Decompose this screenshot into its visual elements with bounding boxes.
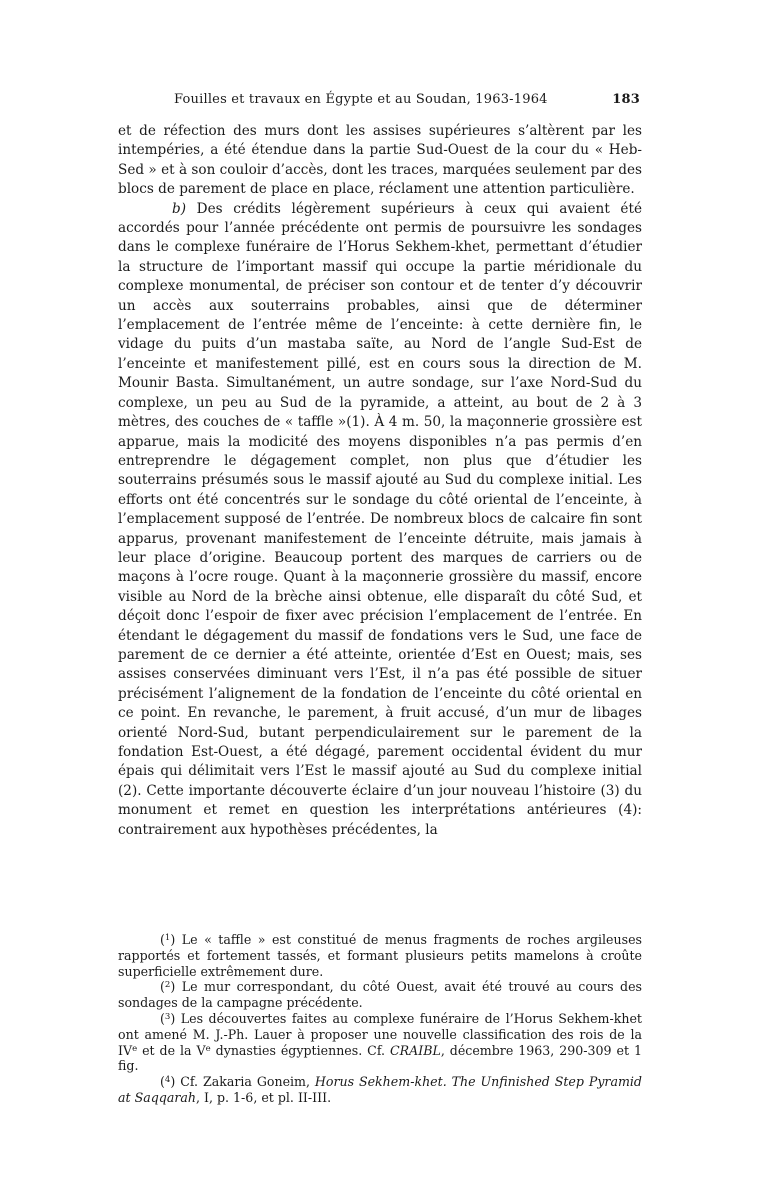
paragraph-b-text-4: du monument et remet en question les interprétations antérieures (118, 782, 642, 819)
journal-page (118, 92, 642, 1106)
footnote-4-text-2: , I, p. 1-6, et pl. II-III. (195, 1090, 332, 1105)
paragraph-b-text-1: Des crédits légèrement supérieurs à ceux qui avaient été accordés pour l’année précédente ont permis de poursuivre les sondages dans le complexe funéraire de l’Horus Sekhem-khet, permettant d’étudier la structure de l’important massif qui occupe la partie méridionale du complexe monumental, de préciser son contour et de tenter d’y découvrir un accès aux souterrains probables, ainsi que de déterminer l’emplacement de l’entrée même de l’enceinte: à cette dernière fin, le vidage du puits d’un mastaba saïte, au Nord de l’angle Sud-Est de l’enceinte et manifestement pillé, est en cours sous la direction de M. Mounir Basta. Simultanément, un autre sondage, sur l’axe Nord-Sud du complexe, un peu au Sud de la pyramide, a atteint, au bout de 2 à 3 mètres, des couches de « taffle » (118, 200, 642, 431)
footnote-3-text-4: , décembre 1963, 290-309 et 1 fig. (118, 1042, 642, 1074)
footnote-3-text-2: et de la V (137, 1042, 206, 1058)
paragraph-b-text-2: . À 4 m. 50, la maçonnerie grossière est apparue, mais la modicité des moyens disponibles n’a pas permis d’en entreprendre le dégagement complet, non plus que d’étudier les souterrains présumés sous le massif ajouté au Sud du complexe initial. Les efforts ont été concentrés sur le sondage du côté oriental de l’enceinte, à l’emplacement supposé de l’entrée. De nombreux blocs de calcaire fin sont apparus, provenant manifestement de l’enceinte détruite, mais jamais à leur place d’origine. Beaucoup portent des marques de carriers ou de maçons à l’ocre rouge. Quant à la maçonnerie grossière du massif, encore visible au Nord de la brèche ainsi obtenue, elle disparaît du côté Sud, et déçoit donc l’espoir de fixer avec précision l’emplacement de l’entrée. En étendant le dégagement du massif de fondations vers le Sud, une face de parement de ce dernier a été atteinte, orientée d’Est en Ouest; mais, ses assises conservées diminuant vers l’Est, il n’a pas été possible de situer précisément l’alignement de la fondation de l’enceinte du côté oriental en ce point. En revanche, le parement, à fruit accusé, d’un mur de libages orienté Nord-Sud, butant perpendiculairement sur le parement de la fondation Est-Ouest, a été dégagé, parement occidental évident du mur épais qui délimitait vers l’Est le massif ajouté au Sud du complexe initial (118, 414, 642, 780)
footnote-3-journal: CRAIBL (390, 1042, 441, 1058)
footnote-1-mark: 1 (164, 933, 171, 944)
body-text (118, 122, 642, 840)
footnote-1-text: Le « taffle » est constitué de menus fragments de roches argileuses rapportés et fortement tassés, et formant plusieurs petits mamelons à croûte superficielle extrêmement dure. (118, 932, 642, 979)
footnote-4-mark: 4 (164, 1075, 171, 1086)
footnote-ref-4: (4) (618, 802, 638, 819)
paragraph-b (118, 200, 642, 840)
footnote-3-sup-1: e (132, 1043, 138, 1054)
footnote-3-text-1: Les découvertes faites au complexe funéraire de l’Horus Sekhem-khet ont amené M. J.-Ph. Lauer à proposer une nouvelle classification des rois de la IV (118, 1011, 642, 1058)
page-number: 183 (612, 92, 640, 107)
footnote-ref-3: (3) (600, 782, 620, 799)
running-head (118, 92, 642, 114)
footnote-4-text-1: Cf. Zakaria Goneim, (175, 1074, 315, 1090)
paragraph-label: b) (172, 200, 187, 217)
footnote-ref-1: (1) (346, 414, 366, 431)
paragraph-continuation: et de réfection des murs dont les assises supérieures s’altèrent par les intempéries, a été étendue dans la partie Sud-Ouest de la cour du « Heb-Sed » et à son couloir d’accès, dont les traces, marquées seulement par des blocs de parement de place en place, réclament une attention particulière. (118, 123, 642, 198)
paragraph-b-text-5: : contrairement aux hypothèses précédentes, la (118, 802, 642, 838)
paragraph-b-text-3: . Cette importante découverte éclaire d’un jour nouveau l’histoire (137, 782, 601, 799)
footnote-4: ($^4$) Cf. Zakaria Goneim, Horus Sekhem-khet. The Unfinished Step Pyramid at Saqqarah, I, p. 1-6, et pl. II-III. (118, 1074, 642, 1105)
footnote-3-text-3: dynasties égyptiennes. Cf. (210, 1042, 390, 1058)
footnote-3: ($^3$) Les découvertes faites au complexe funéraire de l’Horus Sekhem-khet ont amené M. J.-Ph. Lauer à proposer une nouvelle classification des rois de la IVe et de la Ve dynasties égyptiennes. Cf. CRAIBL, décembre 1963, 290-309 et 1 fig. (118, 1011, 642, 1074)
footnote-2-mark: 2 (164, 980, 171, 991)
footnote-1: ($^1$) Le « taffle » est constitué de menus fragments de roches argileuses rapportés et fortement tassés, et formant plusieurs petits mamelons à croûte superficielle extrêmement dure. (118, 932, 642, 979)
footnote-ref-2: (2) (118, 782, 138, 799)
footnotes (118, 932, 642, 1106)
running-head-title: Fouilles et travaux en Égypte et au Soudan, 1963-1964 (174, 92, 548, 107)
footnote-4-title: Horus Sekhem-khet. The Unfinished Step Pyramid at Saqqarah (118, 1074, 642, 1105)
footnote-2-text: Le mur correspondant, du côté Ouest, avait été trouvé au cours des sondages de la campagne précédente. (118, 979, 642, 1011)
footnote-3-sup-2: e (205, 1043, 211, 1054)
footnote-3-mark: 3 (164, 1012, 171, 1023)
footnote-2: ($^2$) Le mur correspondant, du côté Ouest, avait été trouvé au cours des sondages de la campagne précédente. (118, 979, 642, 1011)
